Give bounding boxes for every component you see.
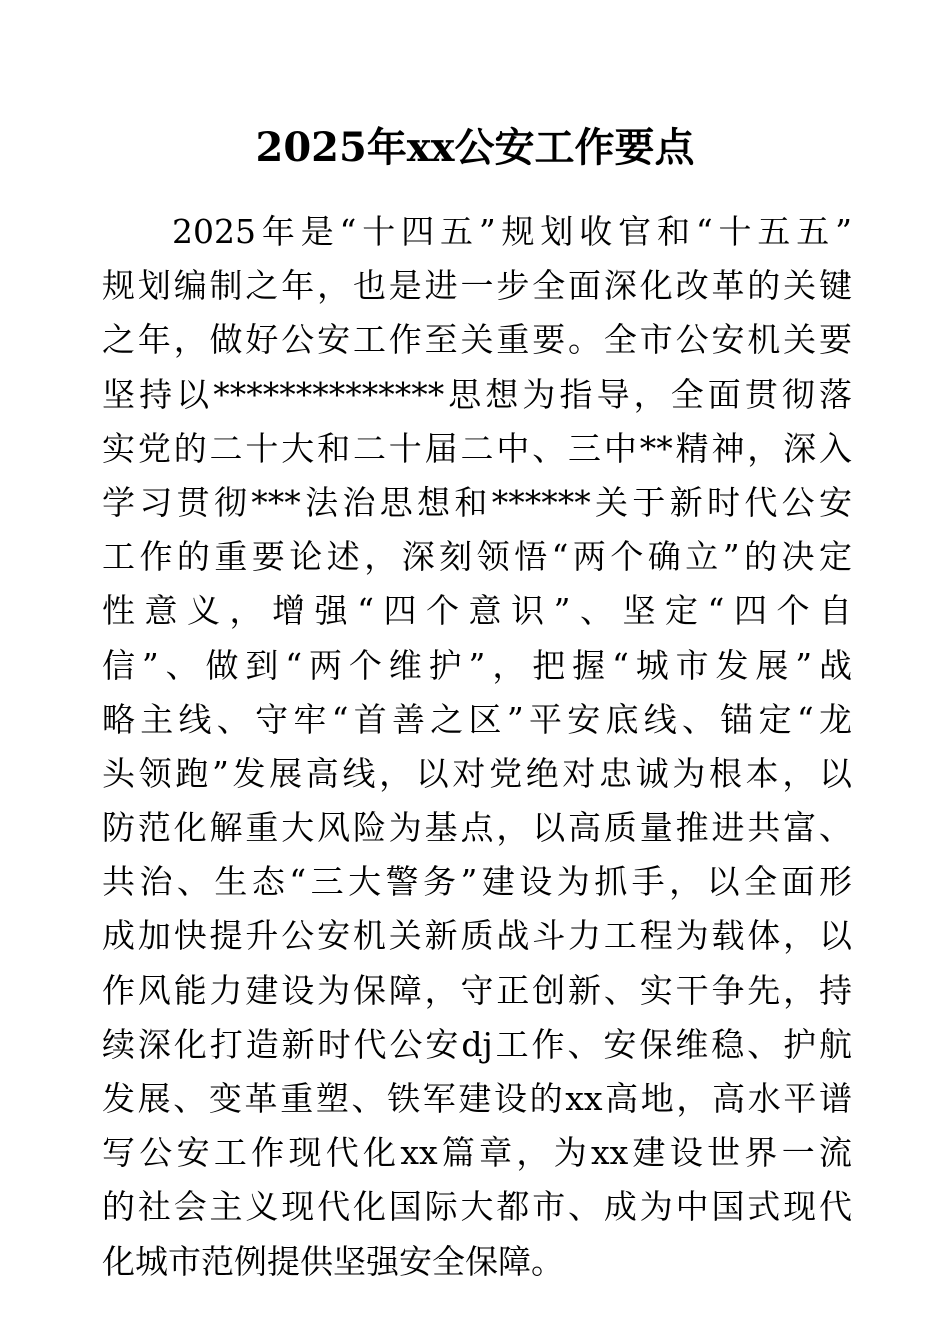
paragraph-line: 实党的二十大和二十届二中、三中**精神，深入 xyxy=(102,428,852,468)
paragraph-line: 成加快提升公安机关新质战斗力工程为载体，以 xyxy=(102,916,852,956)
paragraph-line: 共治、生态“三大警务”建设为抓手，以全面形 xyxy=(102,862,852,902)
paragraph-line: 信”、做到“两个维护”，把握“城市发展”战 xyxy=(102,645,852,685)
document-body xyxy=(102,205,852,1289)
paragraph-line: 化城市范例提供坚强安全保障。 xyxy=(102,1241,564,1281)
paragraph-line: 防范化解重大风险为基点，以高质量推进共富、 xyxy=(102,808,852,848)
paragraph-line: 之年，做好公安工作至关重要。全市公安机关要 xyxy=(102,320,852,360)
paragraph-line: 略主线、守牢“首善之区”平安底线、锚定“龙 xyxy=(102,699,852,739)
paragraph-line: 工作的重要论述，深刻领悟“两个确立”的决定 xyxy=(102,537,852,577)
paragraph-line: 性意义，增强“四个意识”、坚定“四个自 xyxy=(102,591,852,631)
paragraph-line: 发展、变革重塑、铁军建设的xx高地，高水平谱 xyxy=(102,1079,852,1118)
paragraph-line: 坚持以**************思想为指导，全面贯彻落 xyxy=(102,374,852,414)
paragraph-line: 续深化打造新时代公安dj工作、安保维稳、护航 xyxy=(102,1024,852,1064)
paragraph-line: 头领跑”发展高线，以对党绝对忠诚为根本，以 xyxy=(102,753,852,793)
paragraph-line: 的社会主义现代化国际大都市、成为中国式现代 xyxy=(102,1187,852,1227)
paragraph-line: 2025年是“十四五”规划收官和“十五五” xyxy=(172,212,852,251)
paragraph-line: 学习贯彻***法治思想和******关于新时代公安 xyxy=(102,482,852,522)
paragraph-line: 规划编制之年，也是进一步全面深化改革的关键 xyxy=(102,266,852,306)
document-title: 2025年xx公安工作要点 xyxy=(255,124,695,171)
paragraph-line: 作风能力建设为保障，守正创新、实干争先，持 xyxy=(102,970,852,1010)
paragraph-line: 写公安工作现代化xx篇章，为xx建设世界一流 xyxy=(102,1133,852,1173)
